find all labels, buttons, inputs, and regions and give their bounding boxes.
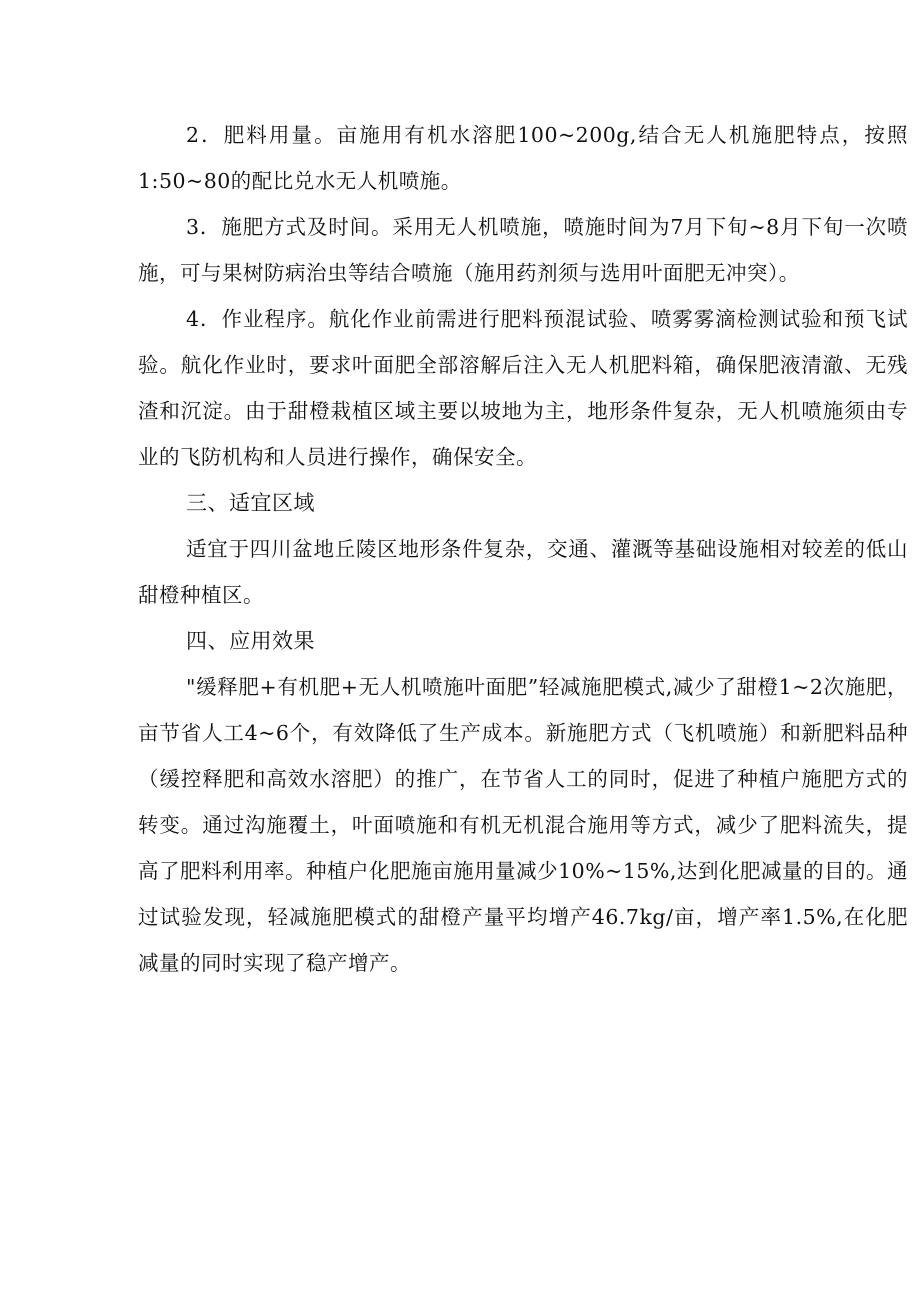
paragraph-application-method: 3．施肥方式及时间。采用无人机喷施，喷施时间为7月下旬~8月下旬一次喷施，可与果树防病治虫等结合喷施（施用药剂须与选用叶面肥无冲突）。	[138, 215, 908, 285]
paragraph-operation-procedure: 4．作业程序。航化作业前需进行肥料预混试验、喷雾雾滴检测试验和预飞试验。航化作业时，要求叶面肥全部溶解后注入无人机肥料箱，确保肥液清澈、无残渣和沉淀。由于甜橙栽植区域主要以坡地为主，地形条件复杂，无人机喷施须由专业的飞防机构和人员进行操作，确保安全。	[138, 307, 908, 469]
section-heading-suitable-area: 三、适宜区域	[186, 491, 315, 515]
paragraph-suitable-area: 适宜于四川盆地丘陵区地形条件复杂，交通、灌溉等基础设施相对较差的低山甜橙种植区。	[138, 537, 908, 607]
paragraph-fertilizer-dosage: 2．肥料用量。亩施用有机水溶肥100~200g,结合无人机施肥特点，按照1:50~80的配比兑水无人机喷施。	[138, 123, 908, 193]
document-page	[138, 112, 908, 986]
section-heading-application-effect: 四、应用效果	[186, 629, 315, 653]
paragraph-application-effect: "缓释肥+有机肥+无人机喷施叶面肥”轻减施肥模式,减少了甜橙1~2次施肥，亩节省人工4~6个，有效降低了生产成本。新施肥方式（飞机喷施）和新肥料品种（缓控释肥和高效水溶肥）的推广，在节省人工的同时，促进了种植户施肥方式的转变。通过沟施覆土，叶面喷施和有机无机混合施用等方式，减少了肥料流失，提高了肥料利用率。种植户化肥施亩施用量减少10%~15%,达到化肥减量的目的。通过试验发现，轻减施肥模式的甜橙产量平均增产46.7kg/亩，增产率1.5%,在化肥减量的同时实现了稳产增产。	[138, 675, 908, 975]
